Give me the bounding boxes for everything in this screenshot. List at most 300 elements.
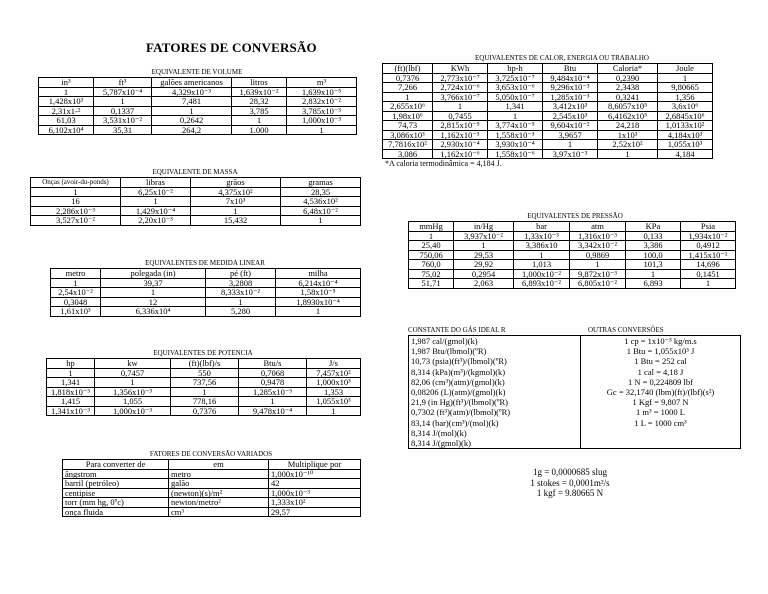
- energy-cell: 1,162x10⁻³: [433, 130, 488, 140]
- pressure-cell: 1: [409, 231, 454, 241]
- volume-cell: 1: [232, 116, 287, 126]
- energy-cell: 7,7816x10²: [383, 140, 433, 150]
- length-header-cell: polegada (in): [101, 269, 206, 279]
- varied-cell: barril (petróleo): [63, 479, 169, 489]
- table-row: [63, 507, 361, 517]
- table-row: [47, 387, 361, 397]
- power-cell: 1,285x10⁻³: [239, 387, 307, 397]
- energy-cell: 3,086: [383, 149, 433, 159]
- table-row: [409, 241, 736, 251]
- energy-cell: 1,341: [488, 102, 543, 112]
- extra-conversion-item: 1 kgf = 9.80665 N: [536, 488, 604, 498]
- volume-caption: EQUIVALENTE DE VOLUME: [151, 68, 243, 76]
- energy-cell: 2,52x10²: [598, 140, 658, 150]
- varied-cell: metro: [169, 469, 269, 479]
- varied-cell: 29,57: [269, 507, 361, 517]
- volume-cell: 7,481: [152, 97, 232, 107]
- volume-header-row: [39, 78, 357, 88]
- energy-cell: 1,356: [658, 92, 713, 102]
- energy-cell: 9,80665: [658, 83, 713, 93]
- pressure-cell: 1: [570, 260, 626, 270]
- power-cell: 1,055x10³: [307, 397, 361, 407]
- table-row: [51, 297, 361, 307]
- volume-cell: 61,03: [39, 116, 94, 126]
- energy-cell: 1,558x10⁻³: [488, 130, 543, 140]
- varied-section: [62, 450, 361, 517]
- energy-header-cell: Joule: [658, 64, 713, 74]
- gas-constant-item: 82,06 (cm³)(atm)/(gmol)(k): [411, 376, 505, 387]
- volume-cell: 1,000x10⁻³: [287, 116, 357, 126]
- gas-table: [408, 335, 741, 449]
- other-list-cell: [581, 336, 741, 449]
- table-row: [383, 102, 713, 112]
- length-cell: 1,8930x10⁻⁴: [276, 297, 361, 307]
- energy-cell: 3,766x10⁻⁷: [433, 92, 488, 102]
- mass-section: [30, 168, 361, 226]
- pressure-cell: 6,805x10⁻²: [570, 279, 626, 289]
- pressure-cell: 9,872x10⁻³: [570, 269, 626, 279]
- mass-cell: 4,536x10²: [281, 197, 361, 207]
- volume-cell: 0,2642: [152, 116, 232, 126]
- mass-cell: 2,286x10⁻³: [31, 206, 121, 216]
- energy-header-cell: Caloria*: [598, 64, 658, 74]
- length-cell: 1: [276, 307, 361, 317]
- power-cell: 1,356x10⁻³: [95, 387, 171, 397]
- energy-cell: 24,218: [598, 121, 658, 131]
- energy-cell: 2,655x10⁶: [383, 102, 433, 112]
- gas-section: [408, 326, 741, 449]
- pressure-cell: 100,0: [626, 250, 681, 260]
- table-row: [39, 97, 357, 107]
- mass-header-row: [31, 178, 361, 188]
- energy-cell: 0,7455: [433, 111, 488, 121]
- varied-header-cell: Multiplique por: [269, 460, 361, 470]
- energy-cell: 5,050x10⁻⁷: [488, 92, 543, 102]
- mass-cell: 1: [31, 187, 121, 197]
- energy-cell: 2,815x10⁻⁵: [433, 121, 488, 131]
- gas-list-cell: [409, 336, 581, 449]
- energy-cell: 2,6845x10⁶: [658, 111, 713, 121]
- power-header-cell: kw: [95, 359, 171, 369]
- table-row: [383, 121, 713, 131]
- pressure-cell: 750,06: [409, 250, 454, 260]
- varied-cell: cm³: [169, 507, 269, 517]
- table-row: [31, 187, 361, 197]
- pressure-cell: 3,386: [626, 241, 681, 251]
- power-cell: 0,7457: [95, 368, 171, 378]
- energy-cell: 2,545x10³: [543, 111, 598, 121]
- volume-cell: 2,832x10⁻²: [287, 97, 357, 107]
- pressure-header-cell: atm: [570, 222, 626, 232]
- power-cell: 1,341x10⁻³: [47, 406, 95, 416]
- volume-header-cell: litros: [232, 78, 287, 88]
- pressure-cell: 29,92: [454, 260, 514, 270]
- mass-cell: 4,375x10²: [191, 187, 281, 197]
- energy-header-cell: hp-h: [488, 64, 543, 74]
- other-conversion-item: 1 N = 0,224809 lbf: [628, 376, 693, 387]
- length-cell: 0,3048: [51, 297, 101, 307]
- volume-cell: 264,2: [152, 125, 232, 135]
- energy-cell: 74,73: [383, 121, 433, 131]
- mass-cell: 7x10³: [191, 197, 281, 207]
- power-cell: 7,457x10²: [307, 368, 361, 378]
- table-row: [383, 140, 713, 150]
- pressure-cell: 1,934x10⁻²: [681, 231, 736, 241]
- gas-constant-item: 0,7302 (ft³)(atm)/(lbmol)(ºR): [411, 407, 511, 418]
- volume-header-cell: galões americanos: [152, 78, 232, 88]
- pressure-cell: 25,40: [409, 241, 454, 251]
- table-row: [39, 106, 357, 116]
- energy-cell: 4,184x10³: [658, 130, 713, 140]
- table-row: [409, 250, 736, 260]
- pressure-table: [408, 221, 736, 289]
- pressure-cell: 1,415x10⁻¹: [681, 250, 736, 260]
- varied-cell: galão: [169, 479, 269, 489]
- pressure-cell: 0,133: [626, 231, 681, 241]
- other-conversion-item: 1 Kgf = 9,807 N: [632, 397, 689, 408]
- energy-cell: 1,558x10⁻⁶: [488, 149, 543, 159]
- table-row: [47, 397, 361, 407]
- power-cell: 1: [47, 368, 95, 378]
- power-header-cell: hp: [47, 359, 95, 369]
- pressure-cell: 3,342x10⁻²: [570, 241, 626, 251]
- power-cell: 1: [239, 397, 307, 407]
- table-row: [409, 231, 736, 241]
- energy-cell: 9,484x10⁻⁴: [543, 73, 598, 83]
- energy-cell: 1: [488, 111, 543, 121]
- pressure-cell: 101,3: [626, 260, 681, 270]
- volume-cell: 1: [39, 87, 94, 97]
- table-row: [47, 368, 361, 378]
- table-row: [47, 406, 361, 416]
- length-table: [50, 268, 361, 317]
- pressure-cell: 51,71: [409, 279, 454, 289]
- power-cell: 1: [171, 387, 239, 397]
- mass-header-cell: Onças (avoir-du-ponds): [31, 178, 121, 188]
- other-conversion-item: 1 L = 1000 cm³: [634, 417, 687, 428]
- energy-cell: 3,774x10⁻⁵: [488, 121, 543, 131]
- power-cell: 1,818x10⁻³: [47, 387, 95, 397]
- volume-cell: 0,1337: [94, 106, 152, 116]
- energy-cell: 3,6x10⁶: [658, 102, 713, 112]
- pressure-cell: 0,1451: [681, 269, 736, 279]
- table-row: [383, 73, 713, 83]
- energy-cell: 1x10³: [598, 130, 658, 140]
- pressure-cell: 1,000x10⁻²: [514, 269, 570, 279]
- energy-cell: 4,184: [658, 149, 713, 159]
- power-header-cell: (ft)(lbf)/s: [171, 359, 239, 369]
- mass-table: [30, 177, 361, 226]
- mass-cell: 1,429x10⁻⁴: [121, 206, 191, 216]
- extra-conversions: [490, 467, 650, 499]
- length-cell: 12: [101, 297, 206, 307]
- length-cell: 8,333x10⁻²: [206, 288, 276, 298]
- mass-cell: 28,35: [281, 187, 361, 197]
- length-header-row: [51, 269, 361, 279]
- table-row: [31, 197, 361, 207]
- varied-cell: 1,333x10²: [269, 498, 361, 508]
- pressure-cell: 1,013: [514, 260, 570, 270]
- varied-header-cell: em: [169, 460, 269, 470]
- energy-table: [382, 63, 713, 159]
- volume-cell: 6,102x10⁴: [39, 125, 94, 135]
- volume-cell: 1: [94, 97, 152, 107]
- volume-cell: 28,32: [232, 97, 287, 107]
- mass-header-cell: gramas: [281, 178, 361, 188]
- pressure-cell: 14,696: [681, 260, 736, 270]
- pressure-cell: 1: [454, 241, 514, 251]
- table-row: [63, 498, 361, 508]
- power-cell: 0,9478: [239, 378, 307, 388]
- energy-cell: 8,6057x10⁵: [598, 102, 658, 112]
- gas-constant-item: 10,73 (psia)(ft³)/(lbmol)(ºR): [411, 356, 507, 367]
- volume-cell: 1.000: [232, 125, 287, 135]
- energy-cell: 1: [598, 149, 658, 159]
- gas-constant-item: 0,08206 (L)(atm)/(gmol)(k): [411, 387, 506, 398]
- energy-cell: 3,412x10³: [543, 102, 598, 112]
- energy-cell: 2,724x10⁻⁶: [433, 83, 488, 93]
- mass-caption: EQUIVALENTE DE MASSA: [152, 168, 238, 176]
- page-title: FATORES DE CONVERSÃO: [146, 40, 317, 55]
- power-cell: 778,16: [171, 397, 239, 407]
- energy-header-row: [383, 64, 713, 74]
- mass-cell: 1: [191, 206, 281, 216]
- energy-cell: 1: [433, 102, 488, 112]
- table-row: [39, 87, 357, 97]
- mass-cell: 6,48x10⁻²: [281, 206, 361, 216]
- gas-constant-item: 1,987 cal/(gmol)(k): [411, 336, 478, 346]
- volume-cell: 2,31x1-²: [39, 106, 94, 116]
- pressure-caption: EQUIVALENTES DE PRESSÃO: [527, 212, 623, 220]
- energy-cell: 1,285x10⁻³: [543, 92, 598, 102]
- other-conversion-item: 1 Btu = 252 cal: [634, 356, 687, 367]
- power-cell: 0,7376: [171, 406, 239, 416]
- varied-cell: ângstrom: [63, 469, 169, 479]
- volume-header-cell: m³: [287, 78, 357, 88]
- energy-cell: 3,725x10⁻⁷: [488, 73, 543, 83]
- table-row: [383, 130, 713, 140]
- power-cell: 1,415: [47, 397, 95, 407]
- pressure-header-cell: KPa: [626, 222, 681, 232]
- gas-constant-item: 83,14 (bar)(cm³)/(mol)(k): [411, 417, 499, 428]
- pressure-cell: 2,063: [454, 279, 514, 289]
- length-cell: 6,336x10⁴: [101, 307, 206, 317]
- other-caption: OUTRAS CONVERSÕES: [588, 326, 664, 334]
- table-row: [383, 111, 713, 121]
- volume-table: [38, 77, 357, 135]
- power-cell: 1,000x10³: [307, 378, 361, 388]
- energy-cell: 2,930x10⁻⁴: [433, 140, 488, 150]
- volume-section: [38, 68, 357, 135]
- pressure-cell: 6,893: [626, 279, 681, 289]
- volume-cell: 1: [152, 106, 232, 116]
- varied-header-row: [63, 460, 361, 470]
- energy-cell: 1,055x10³: [658, 140, 713, 150]
- pressure-cell: 3,386x10: [514, 241, 570, 251]
- pressure-cell: 1: [626, 269, 681, 279]
- volume-cell: 1: [287, 125, 357, 135]
- extra-conversion-item: 1 stokes = 0,0001m²/s: [530, 477, 610, 488]
- volume-cell: 4,329x10⁻³: [152, 87, 232, 97]
- table-row: [409, 260, 736, 270]
- pressure-cell: 1: [514, 250, 570, 260]
- table-row: [51, 278, 361, 288]
- length-header-cell: metro: [51, 269, 101, 279]
- length-header-cell: pé (ft): [206, 269, 276, 279]
- pressure-cell: 6,893x10⁻²: [514, 279, 570, 289]
- volume-cell: 1,639x10⁻²: [232, 87, 287, 97]
- varied-cell: torr (mm hg, 0ºc): [63, 498, 169, 508]
- pressure-header-cell: in/Hg: [454, 222, 514, 232]
- pressure-header-cell: bar: [514, 222, 570, 232]
- pressure-cell: 0,4912: [681, 241, 736, 251]
- power-section: [46, 349, 361, 416]
- table-row: [383, 149, 713, 159]
- length-header-cell: milha: [276, 269, 361, 279]
- varied-caption: FATORES DE CONVERSÃO VARIADOS: [149, 450, 273, 458]
- length-caption: EQUIVALENTES DE MEDIDA LINEAR: [145, 259, 265, 267]
- power-cell: 1: [95, 378, 171, 388]
- mass-cell: 1: [281, 216, 361, 226]
- varied-header-cell: Para converter de: [63, 460, 169, 470]
- varied-cell: 1,000x10⁻³: [269, 488, 361, 498]
- power-caption: EQUIVALENTES DE POTENCIA: [153, 349, 253, 357]
- pressure-cell: 1,316x10⁻³: [570, 231, 626, 241]
- pressure-header-row: [409, 222, 736, 232]
- power-header-row: [47, 359, 361, 369]
- volume-cell: 3,531x10⁻²: [94, 116, 152, 126]
- power-cell: 550: [171, 368, 239, 378]
- energy-cell: 1,162x10⁻⁶: [433, 149, 488, 159]
- mass-header-cell: libras: [121, 178, 191, 188]
- length-section: [50, 259, 361, 317]
- energy-cell: 3,653x10⁻⁶: [488, 83, 543, 93]
- gas-constant-item: 21,9 (in Hg)(ft³)/(lbmol)(ºR): [411, 397, 509, 408]
- energy-section: [382, 54, 742, 168]
- pressure-cell: 3,937x10⁻²: [454, 231, 514, 241]
- energy-cell: 0,2390: [598, 73, 658, 83]
- mass-cell: 1: [121, 197, 191, 207]
- pressure-cell: 760,0: [409, 260, 454, 270]
- mass-cell: 3,527x10⁻²: [31, 216, 121, 226]
- varied-cell: (newton)(s)/m²: [169, 488, 269, 498]
- gas-constant-item: 1,987 Btu/(lbmol)(ºR): [411, 346, 487, 357]
- table-row: [51, 307, 361, 317]
- other-conversion-item: 1 cp = 1x10⁻³ kg/m.s: [624, 336, 697, 346]
- varied-table: [62, 459, 361, 517]
- power-cell: 9,478x10⁻⁴: [239, 406, 307, 416]
- energy-header-cell: Btu: [543, 64, 598, 74]
- mass-cell: 2,20x10⁻³: [121, 216, 191, 226]
- energy-caption: EQUIVALENTES DE CALOR, ENERGIA OU TRABALHO: [475, 54, 649, 62]
- table-row: [383, 92, 713, 102]
- energy-cell: 9,604x10⁻²: [543, 121, 598, 131]
- energy-cell: 7,266: [383, 83, 433, 93]
- gas-constant-item: 8,314 J/(mol)(k): [411, 427, 467, 438]
- table-row: [63, 469, 361, 479]
- volume-header-cell: ft³: [94, 78, 152, 88]
- table-row: [39, 116, 357, 126]
- energy-note: *A caloria termodinâmica = 4,184 J.: [385, 159, 502, 168]
- length-cell: 1,61x10³: [51, 307, 101, 317]
- volume-cell: 3,785: [232, 106, 287, 116]
- energy-cell: 1,98x10⁶: [383, 111, 433, 121]
- power-cell: 1,353: [307, 387, 361, 397]
- volume-cell: 35,31: [94, 125, 152, 135]
- length-cell: 3,2808: [206, 278, 276, 288]
- energy-cell: 2,773x10⁻⁷: [433, 73, 488, 83]
- volume-cell: 1,428x10³: [39, 97, 94, 107]
- length-cell: 1: [51, 278, 101, 288]
- energy-cell: 0,3241: [598, 92, 658, 102]
- power-header-cell: Btu/s: [239, 359, 307, 369]
- varied-cell: 42: [269, 479, 361, 489]
- mass-cell: 15,432: [191, 216, 281, 226]
- varied-cell: onça fluida: [63, 507, 169, 517]
- gas-constant-item: 8,314 J/(gmol)(k): [411, 438, 471, 449]
- table-row: [63, 479, 361, 489]
- gas-caption: CONSTANTE DO GÁS IDEAL R: [408, 326, 506, 334]
- energy-cell: 2,3438: [598, 83, 658, 93]
- energy-cell: 3,930x10⁻⁴: [488, 140, 543, 150]
- power-table: [46, 358, 361, 416]
- mass-header-cell: grãos: [191, 178, 281, 188]
- varied-cell: 1,000x10⁻¹⁰: [269, 469, 361, 479]
- other-conversion-item: Gc = 32,1740 (lbm)(ft)/(lbf)(s²): [606, 387, 715, 398]
- energy-cell: 1,0133x10²: [658, 121, 713, 131]
- length-cell: 5,280: [206, 307, 276, 317]
- mass-cell: 16: [31, 197, 121, 207]
- table-row: [409, 269, 736, 279]
- extra-conversion-item: 1g = 0,0000685 slug: [532, 467, 608, 477]
- energy-header-cell: (ft)(lbf): [383, 64, 433, 74]
- power-cell: 1: [307, 406, 361, 416]
- table-row: [383, 83, 713, 93]
- length-cell: 2,54x10⁻²: [51, 288, 101, 298]
- varied-cell: newton/metro²: [169, 498, 269, 508]
- gas-constant-item: 8,314 (kPa)(m³)/(kgmol)(k): [411, 366, 506, 377]
- energy-cell: 6,4162x10⁵: [598, 111, 658, 121]
- energy-header-cell: KWh: [433, 64, 488, 74]
- pressure-cell: 1,33x10⁻³: [514, 231, 570, 241]
- energy-cell: 9,296x10⁻³: [543, 83, 598, 93]
- mass-cell: 6,25x10⁻²: [121, 187, 191, 197]
- pressure-cell: 0,2954: [454, 269, 514, 279]
- pressure-header-cell: mmHg: [409, 222, 454, 232]
- volume-cell: 1,639x10⁻⁵: [287, 87, 357, 97]
- length-cell: 1,58x10⁻⁵: [276, 288, 361, 298]
- power-cell: 1,055: [95, 397, 171, 407]
- table-row: [31, 216, 361, 226]
- power-cell: 1,000x10⁻³: [95, 406, 171, 416]
- length-cell: 39,37: [101, 278, 206, 288]
- pressure-header-cell: Psia: [681, 222, 736, 232]
- pressure-cell: 0,9869: [570, 250, 626, 260]
- varied-cell: centipise: [63, 488, 169, 498]
- pressure-section: [408, 212, 742, 289]
- volume-header-cell: in³: [39, 78, 94, 88]
- pressure-cell: 29,53: [454, 250, 514, 260]
- energy-cell: 1: [383, 92, 433, 102]
- energy-cell: 0,7376: [383, 73, 433, 83]
- volume-cell: 5,787x10⁻⁴: [94, 87, 152, 97]
- energy-cell: 1: [658, 73, 713, 83]
- other-conversion-item: 1 cal = 4,18 J: [637, 366, 684, 377]
- length-cell: 1: [101, 288, 206, 298]
- power-header-cell: J/s: [307, 359, 361, 369]
- energy-cell: 3,97x10⁻³: [543, 149, 598, 159]
- energy-cell: 1: [543, 140, 598, 150]
